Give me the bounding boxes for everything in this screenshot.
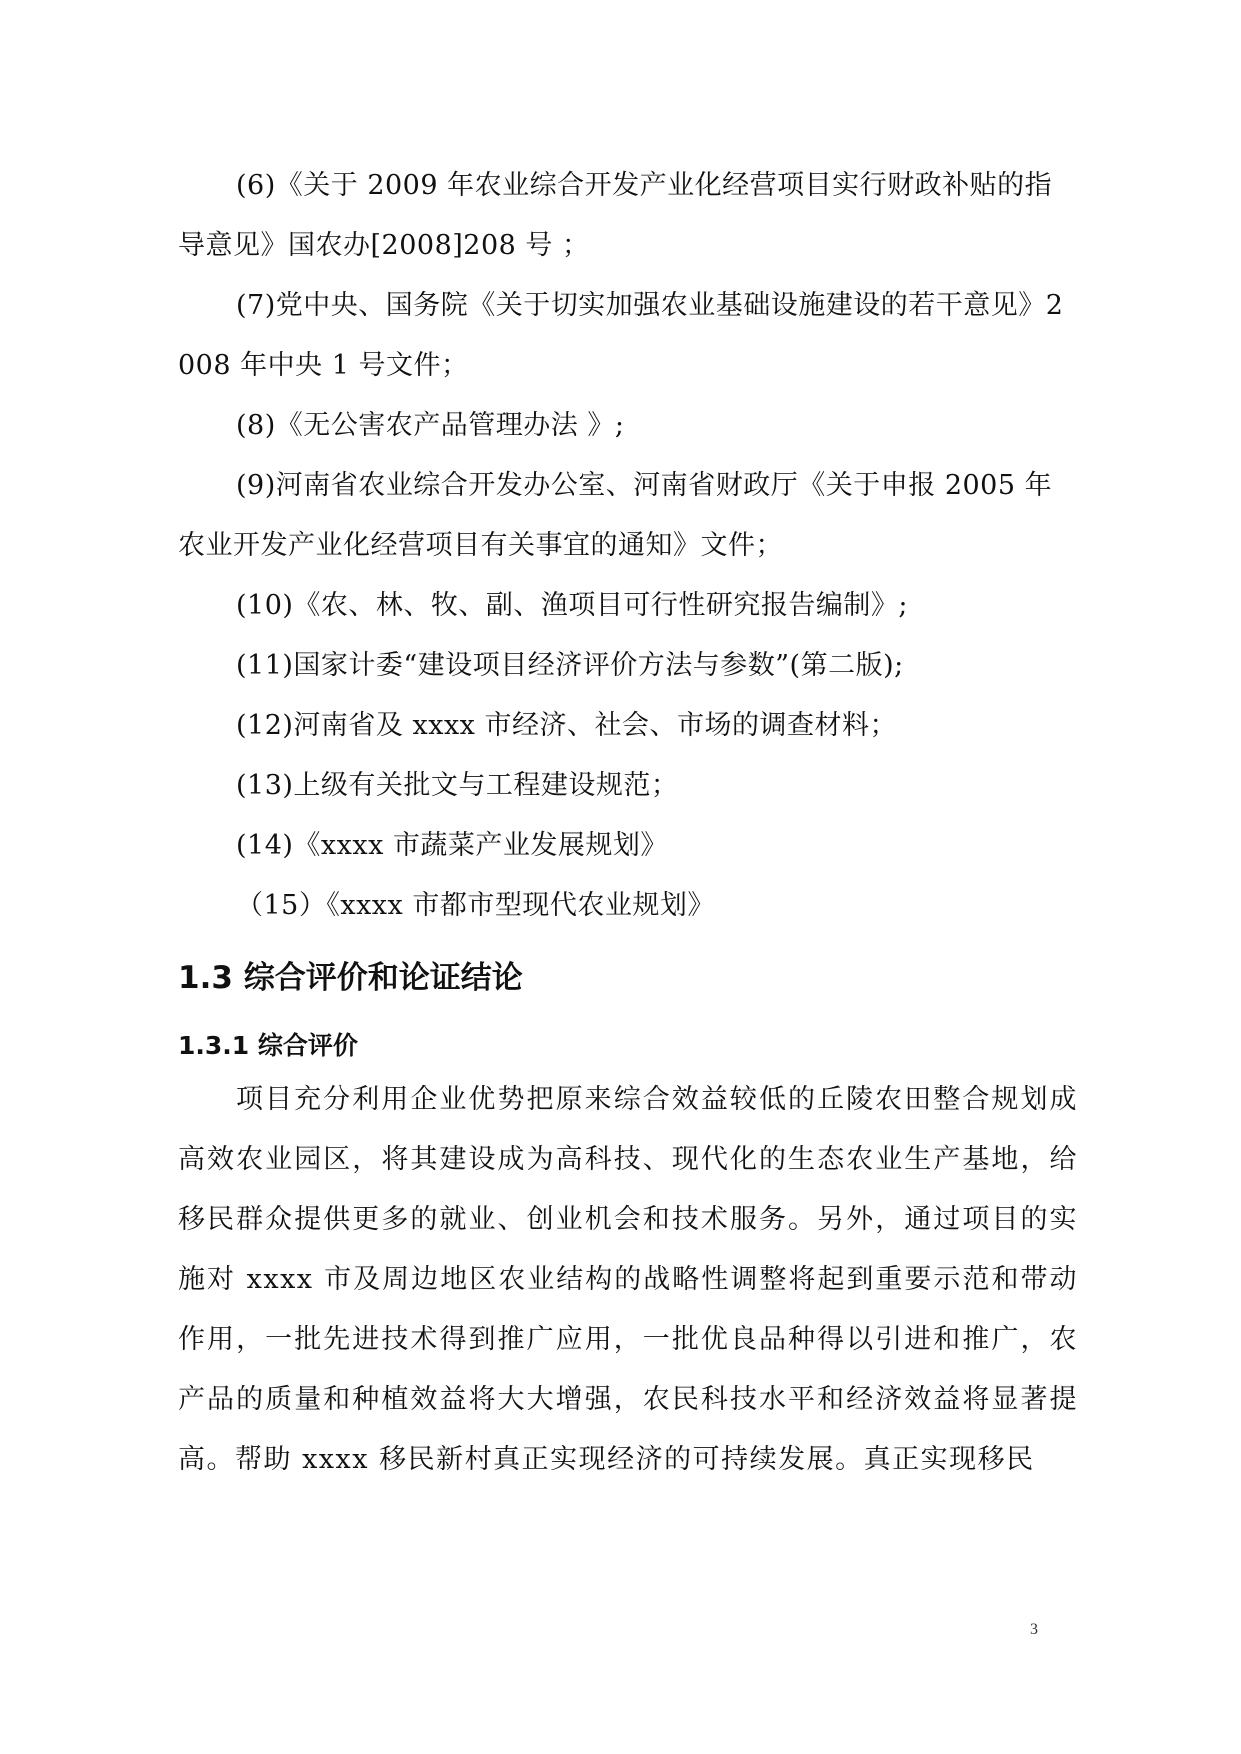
reference-item: (12)河南省及 xxxx 市经济、社会、市场的调查材料； <box>236 710 897 741</box>
reference-item: (14)《xxxx 市蔬菜产业发展规划》 <box>236 830 668 861</box>
reference-item: (10)《农、林、牧、副、渔项目可行性研究报告编制》; <box>236 590 909 621</box>
page-number: 3 <box>1030 1621 1038 1638</box>
reference-item: (11)国家计委“建设项目经济评价方法与参数”(第二版); <box>236 650 904 681</box>
reference-item: (13)上级有关批文与工程建设规范； <box>236 770 679 801</box>
reference-item: （15）《xxxx 市都市型现代农业规划》 <box>236 890 715 921</box>
page-content <box>178 156 1078 1490</box>
reference-item: (9)河南省农业综合开发办公室、河南省财政厅《关于申报 2005 年农业开发产业化经营项目有关事宜的通知》文件； <box>178 470 1053 561</box>
reference-item: (7)党中央、国务院《关于切实加强农业基础设施建设的若干意见》2008 年中央 1 号文件； <box>178 290 1064 381</box>
reference-item: (6)《关于 2009 年农业综合开发产业化经营项目实行财政补贴的指导意见》国农办[2008]208 号 ； <box>178 170 1053 261</box>
subsection-heading: 1.3.1 综合评价 <box>178 1031 358 1060</box>
section-heading: 1.3 综合评价和论证结论 <box>178 960 523 996</box>
reference-item: (8)《无公害农产品管理办法 》; <box>236 410 625 441</box>
body-paragraph: 项目充分利用企业优势把原来综合效益较低的丘陵农田整合规划成高效农业园区，将其建设成为高科技、现代化的生态农业生产基地，给移民群众提供更多的就业、创业机会和技术服务。另外，通过项目的实施对 xxxx 市及周边地区农业结构的战略性调整将起到重要示范和带动作用，一批先进技术得到推广应用，一批优良品种得以引进和推广，农产品的质量和种植效益将大大增强，农民科技水平和经济效益将显著提高。帮助 xxxx 移民新村真正实现经济的可持续发展。真正实现移民 <box>178 1084 1078 1475</box>
